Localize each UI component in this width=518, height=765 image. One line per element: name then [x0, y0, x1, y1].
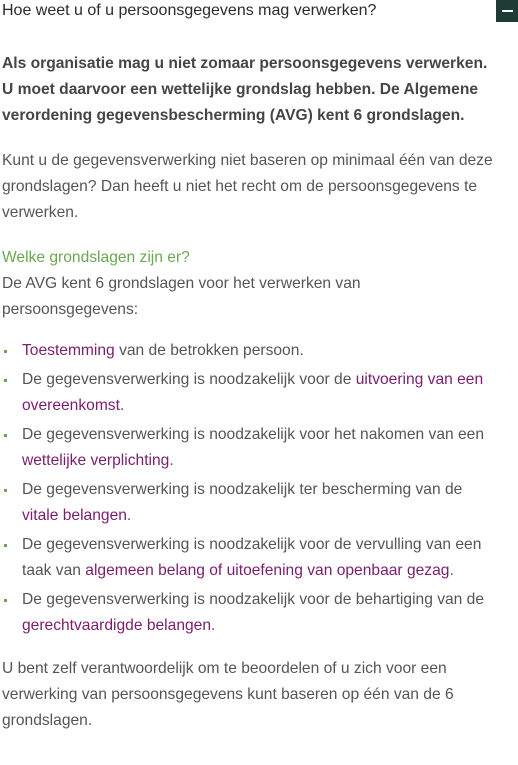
body-paragraph: Kunt u de gegevensverwerking niet baseren op minimaal één van deze grondslagen? Dan heeft u niet het recht om de persoonsgegevens te verwerken. [2, 152, 493, 221]
bullet-icon [4, 379, 7, 382]
item-text: . [449, 562, 454, 579]
link-overeenkomst[interactable]: uitvoering van een overeenkomst [22, 371, 484, 414]
grondslagen-list [2, 338, 498, 639]
item-text: . [126, 507, 132, 524]
item-text: De gegevensverwerking is noodzakelijk ter bescherming van de [22, 481, 463, 498]
list-item [2, 587, 498, 639]
list-item [2, 477, 498, 529]
bullet-icon [4, 489, 7, 492]
list-item [2, 532, 498, 584]
bullet-icon [4, 350, 7, 353]
item-text: De gegevensverwerking is noodzakelijk voor de behartiging van de [22, 591, 485, 608]
link-vitale-belangen[interactable]: vitale belangen [22, 507, 127, 524]
link-wettelijke-verplichting[interactable]: wettelijke verplichting [22, 452, 170, 469]
item-text: . [119, 397, 125, 414]
accordion-title[interactable]: Hoe weet u of u persoonsgegevens mag verwerken? [2, 2, 377, 19]
bullet-icon [4, 599, 7, 602]
link-algemeen-belang[interactable]: algemeen belang of uitoefening van openbaar gezag [85, 562, 450, 579]
bullet-icon [4, 544, 7, 547]
item-text: . [169, 452, 174, 469]
collapse-button[interactable] [496, 0, 518, 22]
minus-icon [502, 10, 513, 12]
item-text: De gegevensverwerking is noodzakelijk voor de [22, 371, 356, 388]
bullet-icon [4, 434, 7, 437]
outro-text: U bent zelf verantwoordelijk om te beoordelen of u zich voor een verwerking van persoonsgegevens kunt baseren op één van de 6 grondslagen. [2, 660, 454, 729]
list-item [2, 367, 498, 419]
intro-text: Als organisatie mag u niet zomaar persoonsgegevens verwerken. U moet daarvoor een wettelijke grondslag hebben. De Algemene verordening gegevensbescherming (AVG) kent 6 grondslagen. [2, 55, 488, 124]
section-intro: De AVG kent 6 grondslagen voor het verwerken van persoonsgegevens: [2, 275, 361, 318]
item-text: De gegevensverwerking is noodzakelijk voor de vervulling van een taak van [22, 536, 482, 579]
accordion-content [2, 51, 498, 734]
link-gerechtvaardigde-belangen[interactable]: gerechtvaardigde belangen [22, 617, 212, 634]
list-item [2, 338, 498, 364]
link-toestemming[interactable]: Toestemming [22, 342, 115, 359]
list-item [2, 422, 498, 474]
item-text: De gegevensverwerking is noodzakelijk voor het nakomen van een [22, 426, 485, 443]
accordion-header[interactable] [0, 0, 518, 24]
section-subheading: Welke grondslagen zijn er? [2, 249, 190, 266]
item-text: . [211, 617, 216, 634]
item-text: van de betrokken persoon. [114, 342, 304, 359]
